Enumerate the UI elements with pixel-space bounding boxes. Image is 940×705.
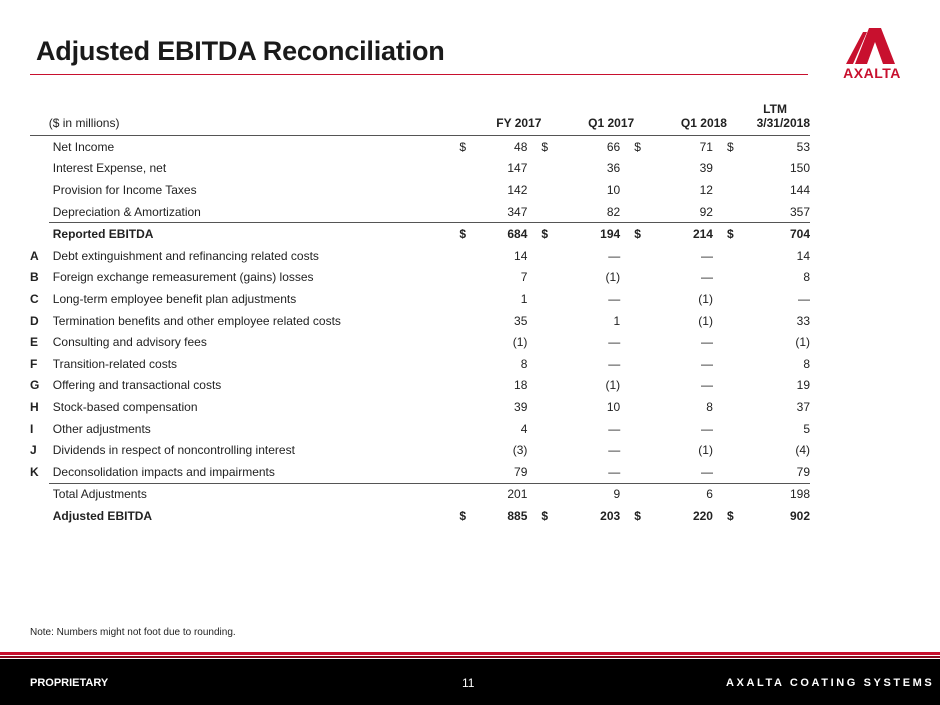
currency-symbol: $ [634,223,647,245]
currency-symbol: $ [634,508,641,523]
cell-q1-2017: — [608,464,621,479]
row-label: Adjusted EBITDA [52,508,153,523]
col-header-q1-2017: Q1 2017 [555,98,635,136]
row-label: Deconsolidation impacts and impairments [52,464,275,479]
row-label: Long-term employee benefit plan adjustments [52,291,297,306]
row-adjustment-f [30,353,810,375]
cell-q1-2018: 71 [699,139,713,154]
cell-fy2017: 4 [520,421,528,436]
cell-fy2017: 35 [514,313,528,328]
cell-ltm: 150 [789,161,810,176]
cell-q1-2017: — [608,356,621,371]
row-adjusted-ebitda [30,505,810,527]
cell-q1-2018: 39 [699,161,713,176]
row-label: Interest Expense, net [52,161,167,176]
cell-ltm: 198 [740,483,810,505]
currency-symbol: $ [459,508,467,523]
ltm-label: LTM [763,102,787,116]
cell-fy2017: 347 [507,204,528,219]
cell-q1-2017: 9 [555,483,635,505]
footer-proprietary: PROPRIETARY [30,677,109,689]
cell-fy2017: 201 [473,483,542,505]
cell-fy2017: 7 [520,270,528,285]
cell-ltm: 79 [796,464,810,479]
cell-ltm: 5 [803,421,810,436]
cell-fy2017: 8 [520,356,528,371]
cell-fy2017: 79 [514,464,528,479]
row-interest-expense [30,158,810,180]
cell-ltm: 704 [740,223,810,245]
ebitda-table [30,98,810,527]
row-key: J [30,443,37,458]
row-total-adjustments [30,483,810,505]
col-header-ltm [740,98,810,136]
row-label: Debt extinguishment and refinancing related costs [52,248,319,263]
row-label: Total Adjustments [49,483,460,505]
row-key: C [30,291,39,306]
cell-q1-2017: 203 [600,508,621,523]
row-adjustment-j [30,439,810,461]
table-header [30,98,810,136]
cell-ltm: 8 [803,356,810,371]
cell-q1-2018: 214 [647,223,727,245]
row-key: A [30,248,39,263]
row-key: K [30,464,39,479]
units-label: ($ in millions) [49,98,460,136]
currency-symbol: $ [541,508,549,523]
currency-symbol: $ [541,223,554,245]
cell-fy2017: 885 [507,508,528,523]
row-key: B [30,270,39,285]
row-adjustment-k [30,461,810,483]
row-label: Other adjustments [52,421,151,436]
cell-q1-2018: — [700,270,713,285]
row-adjustment-i [30,418,810,440]
cell-q1-2017: — [608,443,621,458]
row-label: Provision for Income Taxes [52,182,197,197]
cell-ltm: 33 [796,313,810,328]
row-label: Reported EBITDA [49,223,460,245]
row-key: H [30,399,39,414]
page-number: 11 [462,676,475,690]
page-title: Adjusted EBITDA Reconciliation [36,36,445,66]
cell-fy2017: 14 [514,248,528,263]
row-label: Net Income [52,139,115,154]
ltm-date: 3/31/2018 [756,116,810,130]
cell-q1-2018: — [700,421,713,436]
cell-q1-2017: 66 [606,139,621,154]
footer-accent-stripe [0,652,940,655]
footer-company-name: AXALTA COATING SYSTEMS [726,677,935,689]
cell-q1-2018: — [700,335,713,350]
cell-fy2017: 48 [514,139,528,154]
cell-q1-2017: 36 [606,161,621,176]
row-key: G [30,378,40,393]
row-key: F [30,356,38,371]
cell-fy2017: (3) [512,443,528,458]
currency-symbol: $ [634,139,641,154]
cell-q1-2017: 194 [555,223,635,245]
cell-ltm: (4) [795,443,810,458]
currency-symbol: $ [541,139,549,154]
row-provision-taxes [30,179,810,201]
cell-ltm: 144 [789,182,810,197]
cell-q1-2017: 10 [606,399,621,414]
row-adjustment-d [30,310,810,332]
cell-q1-2018: 8 [706,399,713,414]
cell-fy2017: 142 [507,182,528,197]
cell-q1-2018: 12 [699,182,713,197]
cell-fy2017: 684 [473,223,542,245]
cell-q1-2017: 1 [613,313,621,328]
cell-q1-2018: — [700,248,713,263]
cell-q1-2018: — [700,356,713,371]
row-adjustment-g [30,375,810,397]
footer-accent-stripe-dark [0,656,940,658]
cell-q1-2018: 220 [692,508,713,523]
cell-fy2017: (1) [512,335,528,350]
cell-ltm: 14 [796,248,810,263]
row-label: Offering and transactional costs [52,378,222,393]
cell-ltm: 53 [796,139,810,154]
currency-symbol: $ [459,139,467,154]
row-key: E [30,335,39,350]
cell-q1-2018: 6 [647,483,727,505]
cell-ltm: — [798,291,810,306]
row-label: Termination benefits and other employee related costs [52,313,341,328]
cell-q1-2017: (1) [605,378,621,393]
row-reported-ebitda [30,223,810,245]
col-header-fy2017: FY 2017 [473,98,542,136]
cell-q1-2017: — [608,291,621,306]
currency-symbol: $ [727,223,740,245]
logo-wordmark: AXALTA [843,65,901,81]
cell-fy2017: 18 [514,378,528,393]
row-net-income [30,136,810,158]
cell-q1-2018: (1) [698,291,713,306]
cell-q1-2018: — [700,464,713,479]
cell-q1-2018: 92 [699,204,713,219]
row-adjustment-c [30,288,810,310]
currency-symbol: $ [726,508,734,523]
cell-q1-2018: — [700,378,713,393]
cell-q1-2017: — [608,335,621,350]
cell-ltm: (1) [795,335,810,350]
col-header-q1-2018: Q1 2018 [647,98,727,136]
cell-q1-2017: 10 [606,182,621,197]
row-adjustment-b [30,267,810,289]
row-label: Foreign exchange remeasurement (gains) losses [52,270,314,285]
row-adjustment-e [30,331,810,353]
title-divider [30,74,808,75]
row-adjustment-a [30,245,810,267]
row-adjustment-h [30,396,810,418]
row-label: Stock-based compensation [52,399,198,414]
row-label: Transition-related costs [52,356,178,371]
cell-q1-2017: 82 [606,204,621,219]
cell-fy2017: 1 [520,291,528,306]
row-depreciation [30,201,810,223]
currency-symbol: $ [459,223,472,245]
cell-q1-2017: — [608,248,621,263]
cell-q1-2017: (1) [605,270,621,285]
cell-q1-2017: — [608,421,621,436]
cell-fy2017: 147 [507,161,528,176]
row-key: I [30,421,34,436]
row-label: Consulting and advisory fees [52,335,207,350]
currency-symbol: $ [726,139,734,154]
row-label: Dividends in respect of noncontrolling interest [52,443,295,458]
cell-ltm: 37 [796,399,810,414]
footnote: Note: Numbers might not foot due to rounding. [30,627,236,638]
cell-ltm: 8 [803,270,810,285]
cell-ltm: 19 [796,378,810,393]
cell-q1-2018: (1) [698,443,713,458]
row-key: D [30,313,39,328]
cell-q1-2018: (1) [698,313,713,328]
cell-ltm: 357 [789,204,810,219]
cell-fy2017: 39 [514,399,528,414]
row-label: Depreciation & Amortization [52,204,201,219]
cell-ltm: 902 [789,508,810,523]
